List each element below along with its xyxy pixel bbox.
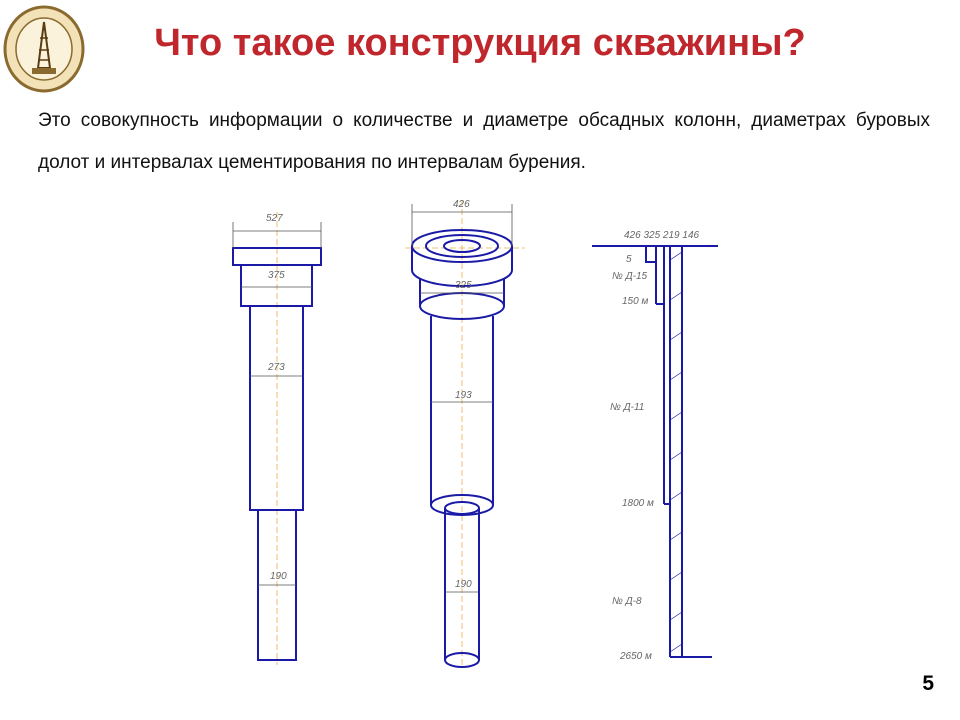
scheme-label: № Д-11 <box>610 402 645 413</box>
scheme-label: 1800 м <box>622 498 654 509</box>
dim-label: 273 <box>268 362 285 373</box>
dim-label: 325 <box>455 280 472 291</box>
dim-label: 190 <box>270 571 287 582</box>
dim-label: 426 <box>453 199 470 210</box>
definition-paragraph: Это совокупность информации о количестве и диаметре обсадных колонн, диаметрах буровых долот и интервалах цементирования по интервалам бурения. <box>38 110 930 173</box>
page-number: 5 <box>922 672 934 695</box>
dim-label: 190 <box>455 579 472 590</box>
scheme-label: 5 <box>626 254 632 265</box>
scheme-label: 150 м <box>622 296 649 307</box>
scheme-label: 2650 м <box>620 651 652 662</box>
dim-label: 375 <box>268 270 285 281</box>
dim-label: 527 <box>266 213 283 224</box>
slide-title: Что такое конструкция скважины? <box>154 22 806 64</box>
stepped-casing-side-view <box>233 248 321 660</box>
scheme-header: 426 325 219 146 <box>624 230 700 241</box>
dim-label: 193 <box>455 390 472 401</box>
well-construction-scheme <box>592 246 718 657</box>
scheme-label: № Д-8 <box>612 596 642 607</box>
scheme-label: № Д-15 <box>612 271 648 282</box>
